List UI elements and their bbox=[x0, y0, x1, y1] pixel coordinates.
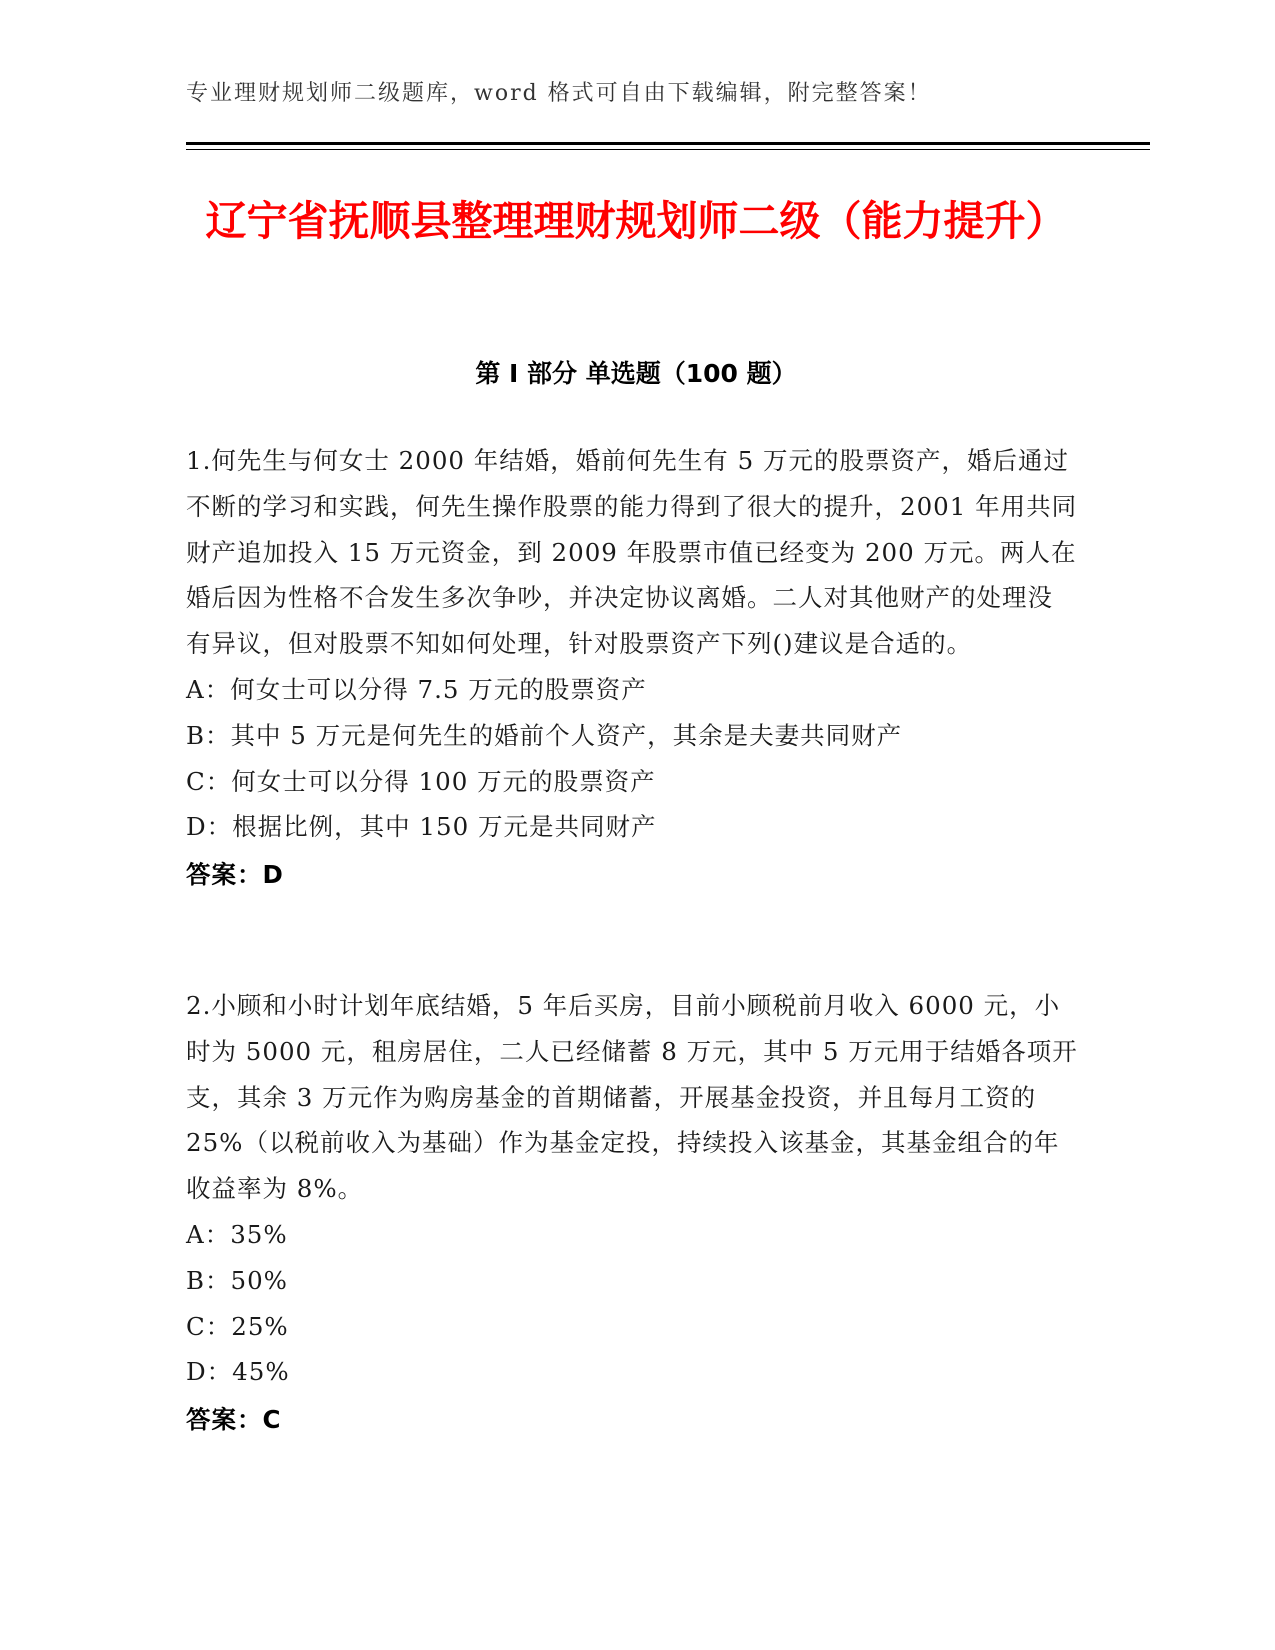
option-d: D：根据比例，其中 150 万元是共同财产 bbox=[186, 812, 657, 842]
option-b: B：50% bbox=[186, 1265, 288, 1295]
question-1 bbox=[186, 438, 1078, 898]
option-c: C：25% bbox=[186, 1311, 289, 1341]
option-a: A：35% bbox=[186, 1219, 288, 1249]
option-d: D：45% bbox=[186, 1357, 290, 1387]
question-stem: 2.小顾和小时计划年底结婚，5 年后买房，目前小顾税前月收入 6000 元，小时为 5000 元，租房居住，二人已经储蓄 8 万元，其中 5 万元用于结婚各项开支，其余 3 万元作为购房基金的首期储蓄，开展基金投资，并且每月工资的 25%（以税前收入为基础）作为基金定投，持续投入该基金，其基金组合的年收益率为 8%。 bbox=[186, 991, 1078, 1204]
header-note: 专业理财规划师二级题库，word 格式可自由下载编辑，附完整答案！ bbox=[186, 81, 932, 106]
option-b: B：其中 5 万元是何先生的婚前个人资产，其余是夫妻共同财产 bbox=[186, 720, 903, 750]
header-rule-thick bbox=[186, 142, 1150, 145]
answer-line: 答案：C bbox=[186, 1405, 282, 1435]
question-stem: 1.何先生与何女士 2000 年结婚，婚前何先生有 5 万元的股票资产，婚后通过不断的学习和实践，何先生操作股票的能力得到了很大的提升，2001 年用共同财产追加投入 15 万元资金，到 2009 年股票市值已经变为 200 万元。两人在婚后因为性格不合发生多次争吵，并决定协议离婚。二人对其他财产的处理没有异议，但对股票不知如何处理，针对股票资产下列()建议是合适的。 bbox=[186, 446, 1078, 659]
section-heading: 第 I 部分 单选题（100 题） bbox=[475, 359, 797, 388]
option-c: C：何女士可以分得 100 万元的股票资产 bbox=[186, 766, 656, 796]
document-title: 辽宁省抚顺县整理理财规划师二级（能力提升） bbox=[205, 197, 1067, 245]
question-2 bbox=[186, 983, 1078, 1443]
answer-line: 答案：D bbox=[186, 860, 284, 890]
header-rule-thin bbox=[186, 149, 1150, 150]
option-a: A：何女士可以分得 7.5 万元的股票资产 bbox=[186, 674, 647, 704]
